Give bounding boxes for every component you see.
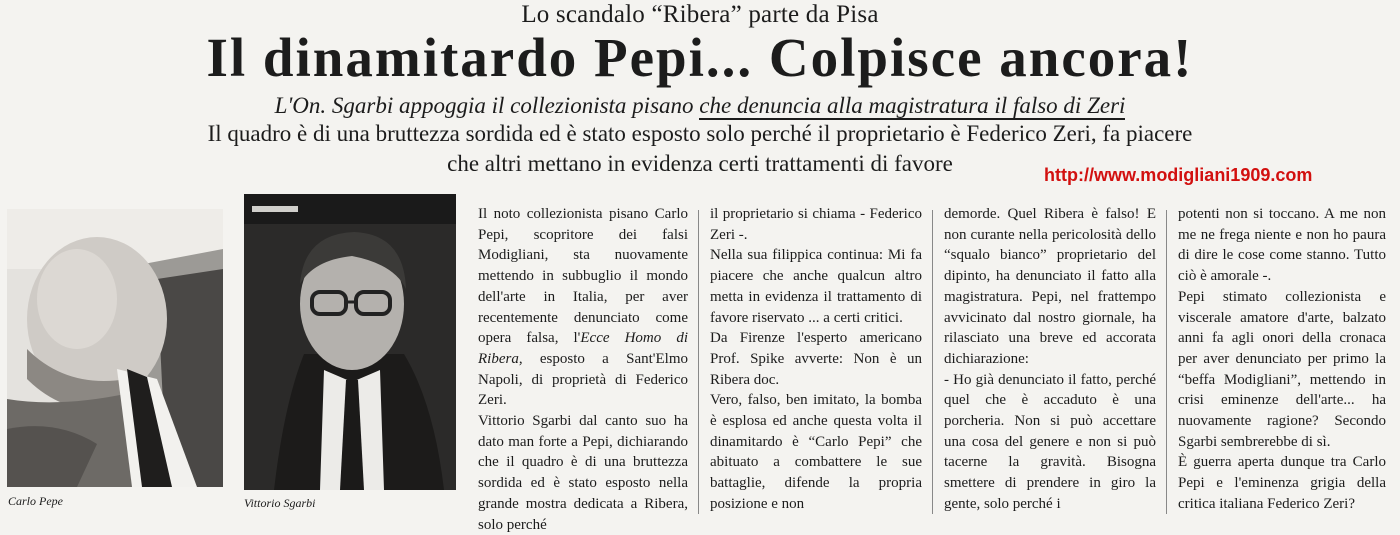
column-3-paragraph-1: demorde. Quel Ribera è falso! E non curante nella pericolosità dello “squalo bianco” proprietario del dipinto, ha denunciato il fatto alla magistratura. Pepi, nel frattempo avvicinato dal nostro giornale, ha rilasciato una breve ed accorata dichiarazione: xyxy=(944,206,1156,367)
article-column-4 xyxy=(1178,204,1386,515)
column-4-paragraph-3: È guerra aperta dunque tra Carlo Pepi e l'eminenza grigia della critica italiana Federico Zeri? xyxy=(1178,454,1386,512)
photo-vittorio-sgarbi xyxy=(244,194,456,490)
column-2-paragraph-3: Da Firenze l'esperto americano Prof. Spike avverte: Non è un Ribera doc. xyxy=(710,330,922,388)
column-divider xyxy=(1166,210,1167,514)
subhead-plain: L'On. Sgarbi appoggia il collezionista pisano xyxy=(274,93,700,118)
deck-line-2: che altri mettano in evidenza certi trattamenti di favore xyxy=(447,151,953,176)
article-column-2 xyxy=(710,204,922,515)
caption-right: Vittorio Sgarbi xyxy=(244,496,316,510)
column-2-paragraph-1: il proprietario si chiama - Federico Zeri -. xyxy=(710,206,922,243)
column-4-paragraph-1: potenti non si toccano. A me non me ne frega niente e non ho paura di dire le cose come stanno. Tutto ciò è amorale -. xyxy=(1178,206,1386,285)
column-2-paragraph-4: Vero, falso, ben imitato, la bomba è esplosa ed anche questa volta il dinamitardo è “Carlo Pepi” che abituato a combattere le sue battaglie, difende la propria posizione e non xyxy=(710,392,922,512)
article-column-3 xyxy=(944,204,1156,515)
watermark-url: http://www.modigliani1909.com xyxy=(1044,165,1313,185)
column-divider xyxy=(698,210,699,514)
kicker: Lo scandalo “Ribera” parte da Pisa xyxy=(521,1,879,28)
subhead-underlined: che denuncia alla magistratura il falso di Zeri xyxy=(699,93,1126,118)
photo-portrait-left xyxy=(7,209,223,487)
subhead xyxy=(0,92,1400,120)
column-1-paragraph-2: Vittorio Sgarbi dal canto suo ha dato man forte a Pepi, dichiarando che il quadro è di una bruttezza sordida ed è stato esposto nella grande mostra dedicata a Ribera, solo perché xyxy=(478,413,688,533)
headline: Il dinamitardo Pepi... Colpisce ancora! xyxy=(206,27,1194,88)
column-divider xyxy=(932,210,933,514)
column-2-paragraph-2: Nella sua filippica continua: Mi fa piacere che anche qualcun altro metta in evidenza il trattamento di favore riservato ... a certi critici. xyxy=(710,247,922,326)
photo-carlo-pepi xyxy=(7,209,223,487)
column-4-paragraph-2: Pepi stimato collezionista e viscerale amatore d'arte, balzato anni fa agli onori della cronaca per aver denunciato per primo la “beffa Modigliani”, mettendo in crisi eminenze dell'arte... ha nuovamente ragione? Secondo Sgarbi sembrerebbe di sì. xyxy=(1178,288,1386,450)
column-3-paragraph-2: - Ho già denunciato il fatto, perché quel che è accaduto è una porcheria. Non si può accettare una cosa del genere e non si può tacerne la gravità. Bisogna smettere di prendere in giro la gente, solo perché i xyxy=(944,371,1156,512)
article-column-1 xyxy=(478,204,688,535)
deck-line-1: Il quadro è di una bruttezza sordida ed è stato esposto solo perché il proprietario è Federico Zeri, fa piacere xyxy=(207,121,1193,146)
column-1-paragraph-1: Il noto collezionista pisano Carlo Pepi, scopritore dei falsi Modigliani, sta nuovamente mettendo in subbuglio il mondo dell'arte in Italia, per aver recentemente denunciato come opera falsa, l'Ecce Homo di Ribera, esposto a Sant'Elmo Napoli, di proprietà di Federico Zeri. xyxy=(478,206,688,409)
caption-left: Carlo Pepe xyxy=(8,494,63,508)
photo-portrait-right xyxy=(244,194,456,490)
